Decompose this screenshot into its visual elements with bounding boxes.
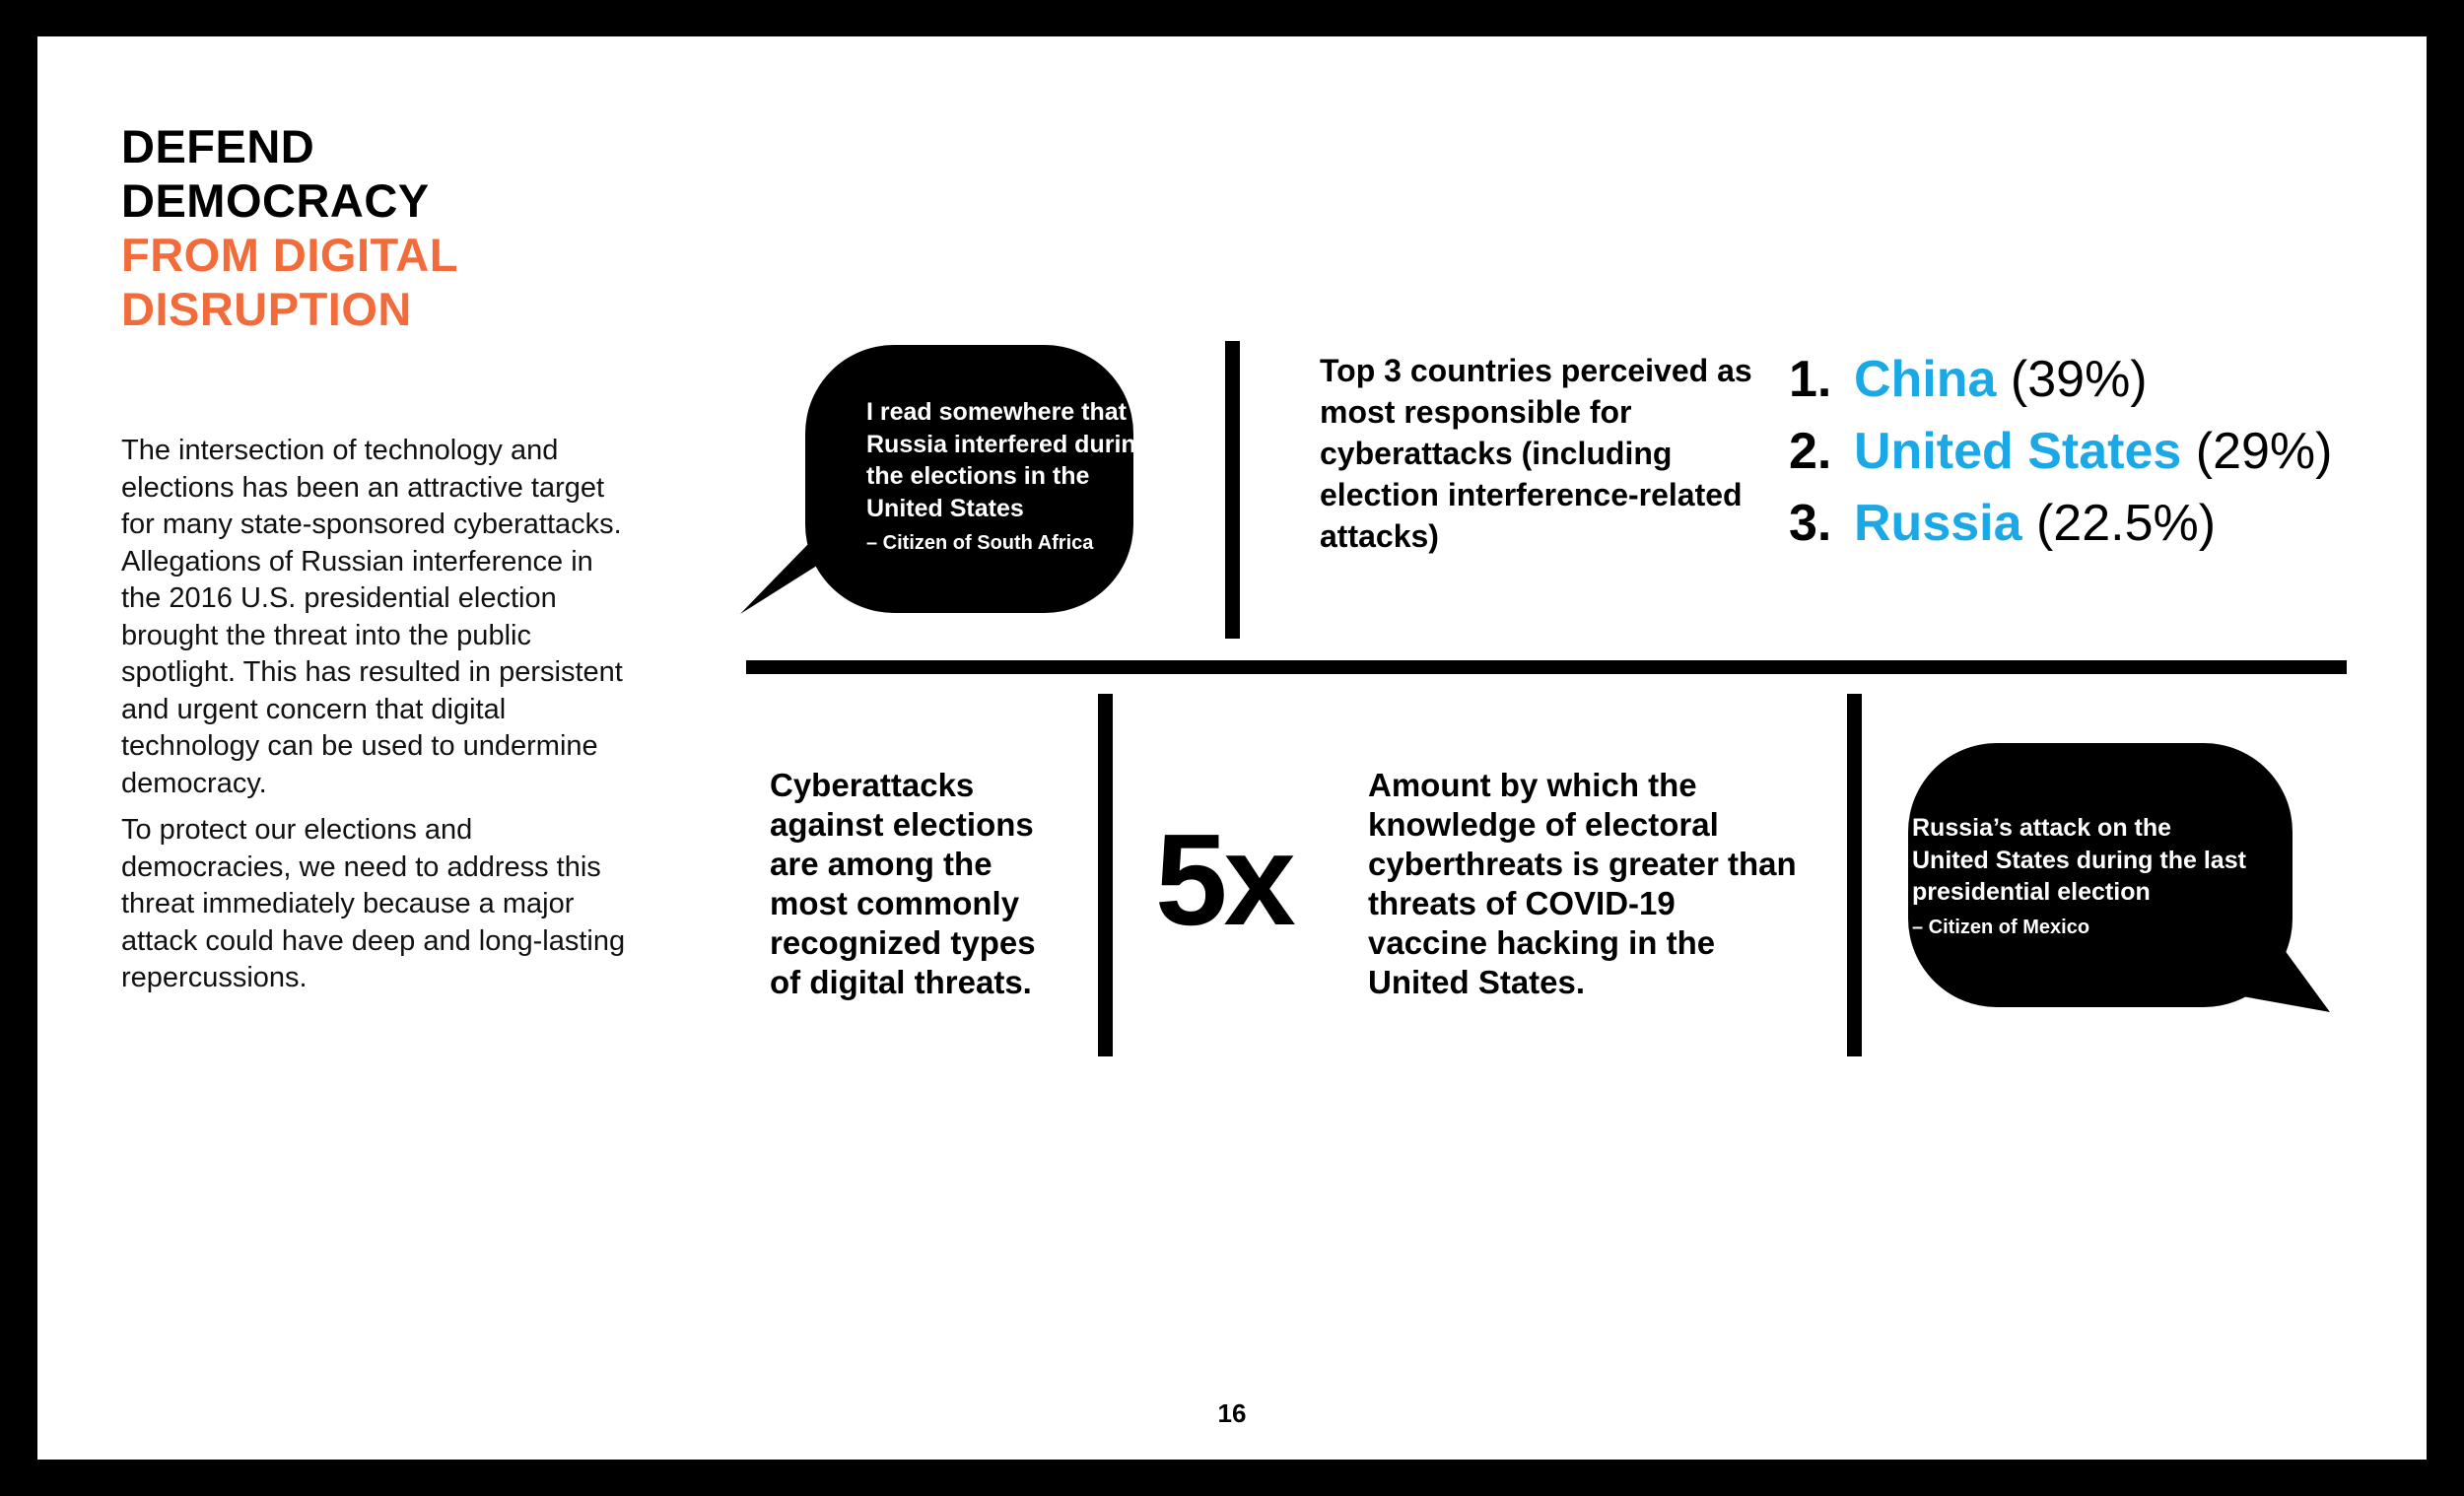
page-number: 16 bbox=[1217, 1398, 1247, 1428]
country-ranking-list bbox=[1789, 344, 2332, 560]
divider-vertical-top bbox=[1225, 341, 1240, 639]
quote-2-text: Russia’s attack on the United States during the last presidential election bbox=[1912, 814, 2246, 906]
intro-paragraph-1: The intersection of technology and elections has been an attractive target for many state-sponsored cyberattacks. Allegations of Russian interference in the 2016 U.S. presidential election brought the threat into the public spotlight. This has resulted in persistent and urgent concern that digital technology can be used to undermine democracy. bbox=[121, 435, 623, 799]
page-title bbox=[121, 119, 458, 336]
rank-country: China bbox=[1854, 351, 1997, 408]
quote-2-attribution: – Citizen of Mexico bbox=[1912, 916, 2090, 938]
rank-percent: (39%) bbox=[2010, 351, 2148, 408]
title-line-3: FROM DIGITAL bbox=[121, 229, 458, 281]
title-line-1: DEFEND bbox=[121, 120, 315, 172]
quote-1-attribution: – Citizen of South Africa bbox=[866, 532, 1094, 554]
ranking-item-russia bbox=[1789, 488, 2332, 560]
rank-number: 3. bbox=[1789, 495, 1832, 552]
rank-number: 1. bbox=[1789, 351, 1832, 408]
intro-paragraph-2: To protect our elections and democracies, we need to address this threat immediately because a major attack could have deep and long-lasting repercussions. bbox=[121, 814, 626, 993]
title-line-2: DEMOCRACY bbox=[121, 174, 430, 227]
ranking-item-united-states bbox=[1789, 416, 2332, 488]
divider-vertical-bottom-right bbox=[1847, 694, 1862, 1056]
rank-percent: (29%) bbox=[2195, 423, 2333, 480]
divider-horizontal bbox=[746, 660, 2347, 674]
top-countries-heading: Top 3 countries perceived as most responsible for cyberattacks (including election interference-related attacks) bbox=[1320, 353, 1752, 554]
intro-text bbox=[121, 433, 634, 1007]
ranking-item-china bbox=[1789, 344, 2332, 416]
report-page bbox=[37, 36, 2427, 1460]
quote-2 bbox=[1912, 812, 2247, 939]
quote-1-text: I read somewhere that Russia interfered during the elections in the United States bbox=[866, 398, 1151, 522]
rank-country: Russia bbox=[1854, 495, 2022, 552]
cyberattacks-statement: Cyberattacks against elections are among the most commonly recognized types of digital threats. bbox=[770, 767, 1036, 1000]
quote-1 bbox=[866, 396, 1162, 555]
rank-number: 2. bbox=[1789, 423, 1832, 480]
title-line-4: DISRUPTION bbox=[121, 283, 412, 335]
rank-percent: (22.5%) bbox=[2035, 495, 2217, 552]
divider-vertical-bottom-left bbox=[1098, 694, 1113, 1056]
stat-description: Amount by which the knowledge of electoral cyberthreats is greater than threats of COVID-19 vaccine hacking in the United States. bbox=[1368, 767, 1797, 1000]
stat-value: 5x bbox=[1155, 807, 1292, 952]
rank-country: United States bbox=[1854, 423, 2182, 480]
